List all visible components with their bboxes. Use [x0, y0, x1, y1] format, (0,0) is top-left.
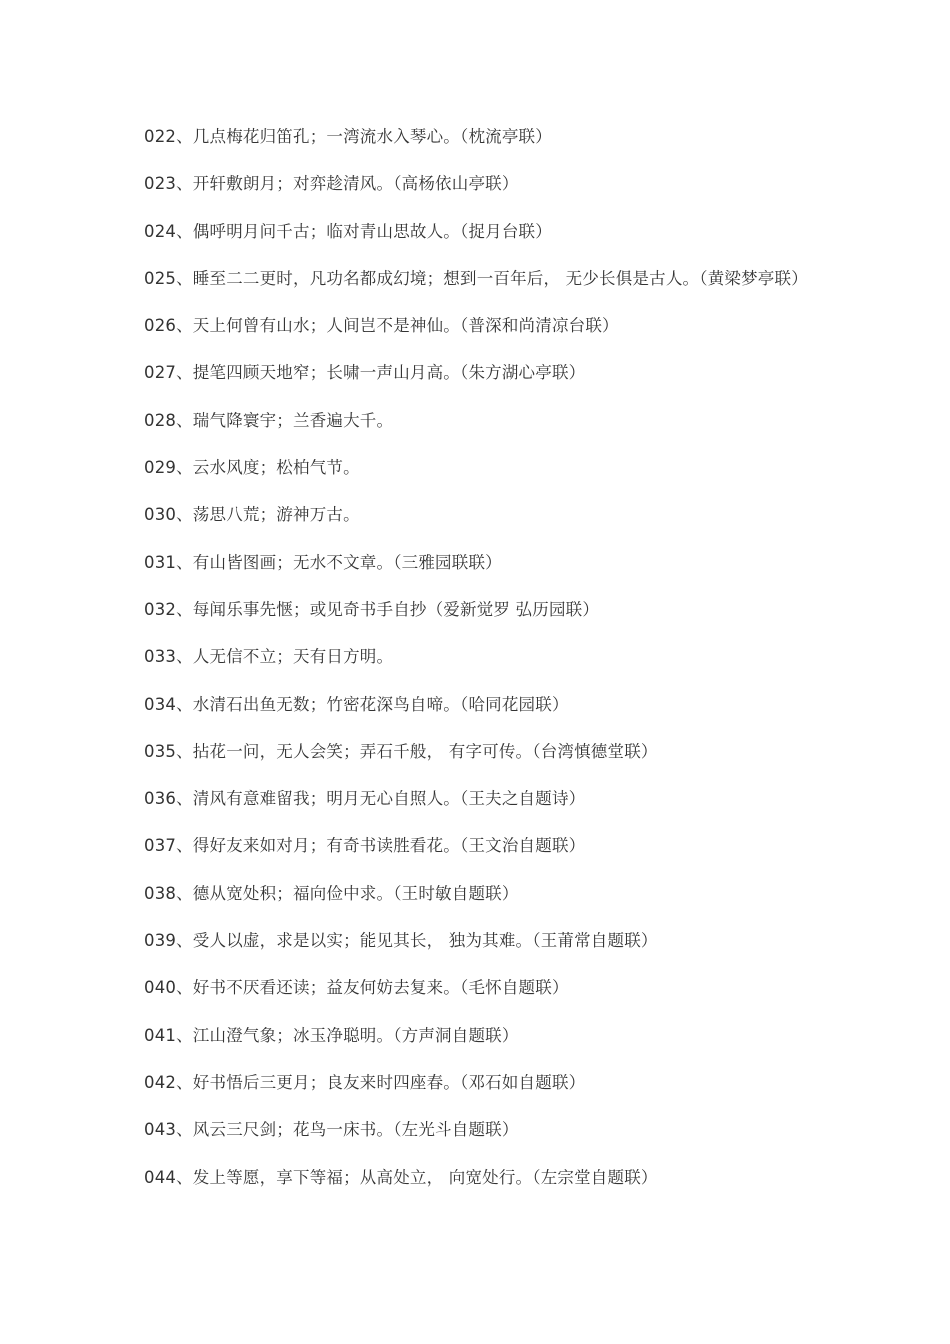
couplet-line-031: 031、有山皆图画；无水不文章。（三雅园联联） — [144, 552, 502, 572]
couplet-line-028: 028、瑞气降寰宇；兰香遍大千。 — [144, 410, 394, 430]
couplet-line-030: 030、荡思八荒；游神万古。 — [144, 505, 360, 525]
couplet-line-033: 033、人无信不立；天有日方明。 — [144, 647, 394, 667]
couplet-line-042: 042、好书悟后三更月；良友来时四座春。（邓石如自题联） — [144, 1072, 586, 1092]
couplet-line-024: 024、偶呼明月问千古；临对青山思故人。（捉月台联） — [144, 221, 552, 241]
couplet-line-041: 041、江山澄气象；冰玉净聪明。（方声洞自题联） — [144, 1025, 519, 1045]
couplet-line-032: 032、每闻乐事先惬；或见奇书手自抄（爱新觉罗 弘历园联） — [144, 599, 600, 619]
couplet-line-022: 022、几点梅花归笛孔；一湾流水入琴心。（枕流亭联） — [144, 127, 552, 146]
couplet-line-025: 025、睡至二二更时，凡功名都成幻境；想到一百年后， 无少长俱是古人。（黄梁梦亭联） — [144, 268, 808, 288]
couplet-line-035: 035、拈花一问，无人会笑；弄石千般， 有字可传。（台湾慎德堂联） — [144, 741, 658, 761]
couplet-line-038: 038、德从宽处积；福向俭中求。（王时敏自题联） — [144, 883, 519, 903]
couplet-line-023: 023、开轩敷朗月；对弈趁清风。（高杨依山亭联） — [144, 174, 519, 194]
couplet-list — [144, 124, 924, 1212]
couplet-line-044: 044、发上等愿，享下等福；从高处立， 向宽处行。（左宗堂自题联） — [144, 1167, 658, 1187]
couplet-line-039: 039、受人以虚，求是以实；能见其长， 独为其难。（王莆常自题联） — [144, 931, 658, 951]
couplet-line-036: 036、清风有意难留我；明月无心自照人。（王夫之自题诗） — [144, 789, 586, 809]
couplet-line-027: 027、提笔四顾天地窄；长啸一声山月高。（朱方湖心亭联） — [144, 363, 586, 383]
couplet-line-026: 026、天上何曾有山水；人间岂不是神仙。（普深和尚清凉台联） — [144, 316, 619, 336]
couplet-line-034: 034、水清石出鱼无数；竹密花深鸟自啼。（哈同花园联） — [144, 694, 569, 714]
couplet-line-029: 029、云水风度；松柏气节。 — [144, 458, 360, 478]
couplet-line-043: 043、风云三尺剑；花鸟一床书。（左光斗自题联） — [144, 1120, 519, 1140]
couplet-line-037: 037、得好友来如对月；有奇书读胜看花。（王文治自题联） — [144, 836, 586, 856]
couplet-line-040: 040、好书不厌看还读；益友何妨去复来。（毛怀自题联） — [144, 978, 569, 998]
